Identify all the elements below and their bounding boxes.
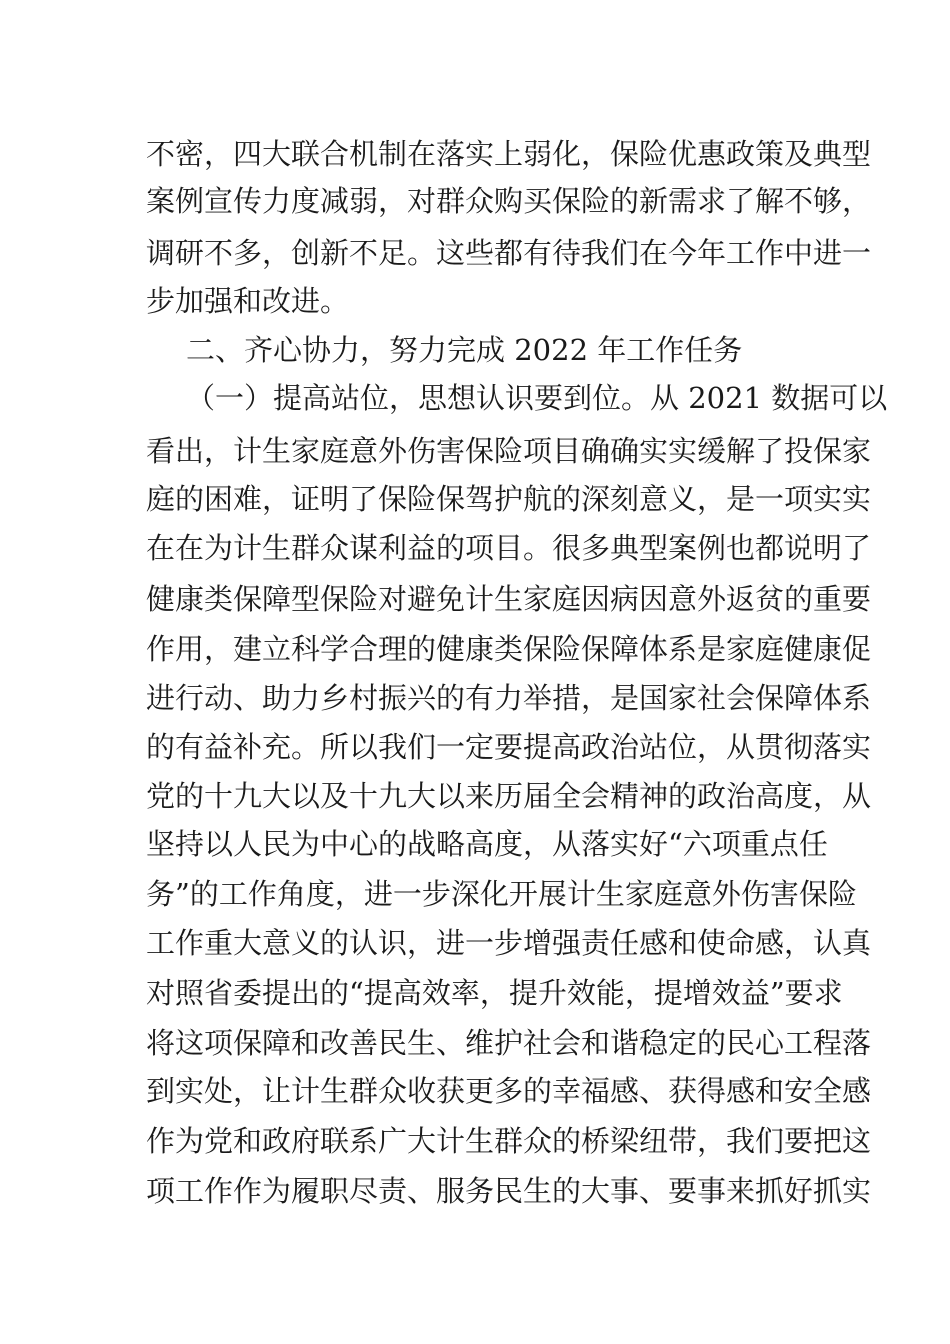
subsection-heading-line: （一）提高站位，思想认识要到位。从 2021 数据可以 [186,381,888,415]
text-line: 工作重大意义的认识，进一步增强责任感和使命感，认真 [146,926,872,960]
text-line: 作用，建立科学合理的健康类保险保障体系是家庭健康促 [146,632,872,666]
text-line: 进行动、助力乡村振兴的有力举措，是国家社会保障体系 [146,681,872,715]
text-line: 对照省委提出的“提高效率，提升效能，提增效益”要求 [146,976,843,1010]
text-line: 将这项保障和改善民生、维护社会和谐稳定的民心工程落 [146,1026,872,1060]
text-line: 的有益补充。所以我们一定要提高政治站位，从贯彻落实 [146,730,872,764]
text-line: 不密，四大联合机制在落实上弱化，保险优惠政策及典型 [146,137,872,171]
text-line: 在在为计生群众谋利益的项目。很多典型案例也都说明了 [146,531,872,565]
text-line: 党的十九大以及十九大以来历届全会精神的政治高度，从 [146,779,872,813]
text-line: 健康类保障型保险对避免计生家庭因病因意外返贫的重要 [146,582,872,616]
section-heading: 二、齐心协力，努力完成 2022 年工作任务 [186,333,743,367]
text-line: 务”的工作角度，进一步深化开展计生家庭意外伤害保险 [146,877,857,911]
text-line: 作为党和政府联系广大计生群众的桥梁纽带，我们要把这 [146,1124,872,1158]
text-line: 步加强和改进。 [146,284,350,318]
text-line: 调研不多，创新不足。这些都有待我们在今年工作中进一 [146,236,872,270]
text-line: 案例宣传力度减弱，对群众购买保险的新需求了解不够， [146,184,872,218]
text-line: 到实处，让计生群众收获更多的幸福感、获得感和安全感 [146,1074,872,1108]
text-line: 坚持以人民为中心的战略高度，从落实好“六项重点任 [146,827,828,861]
text-line: 看出，计生家庭意外伤害保险项目确确实实缓解了投保家 [146,434,872,468]
text-line: 庭的困难，证明了保险保驾护航的深刻意义，是一项实实 [146,482,872,516]
text-line: 项工作作为履职尽责、服务民生的大事、要事来抓好抓实 [146,1174,872,1208]
